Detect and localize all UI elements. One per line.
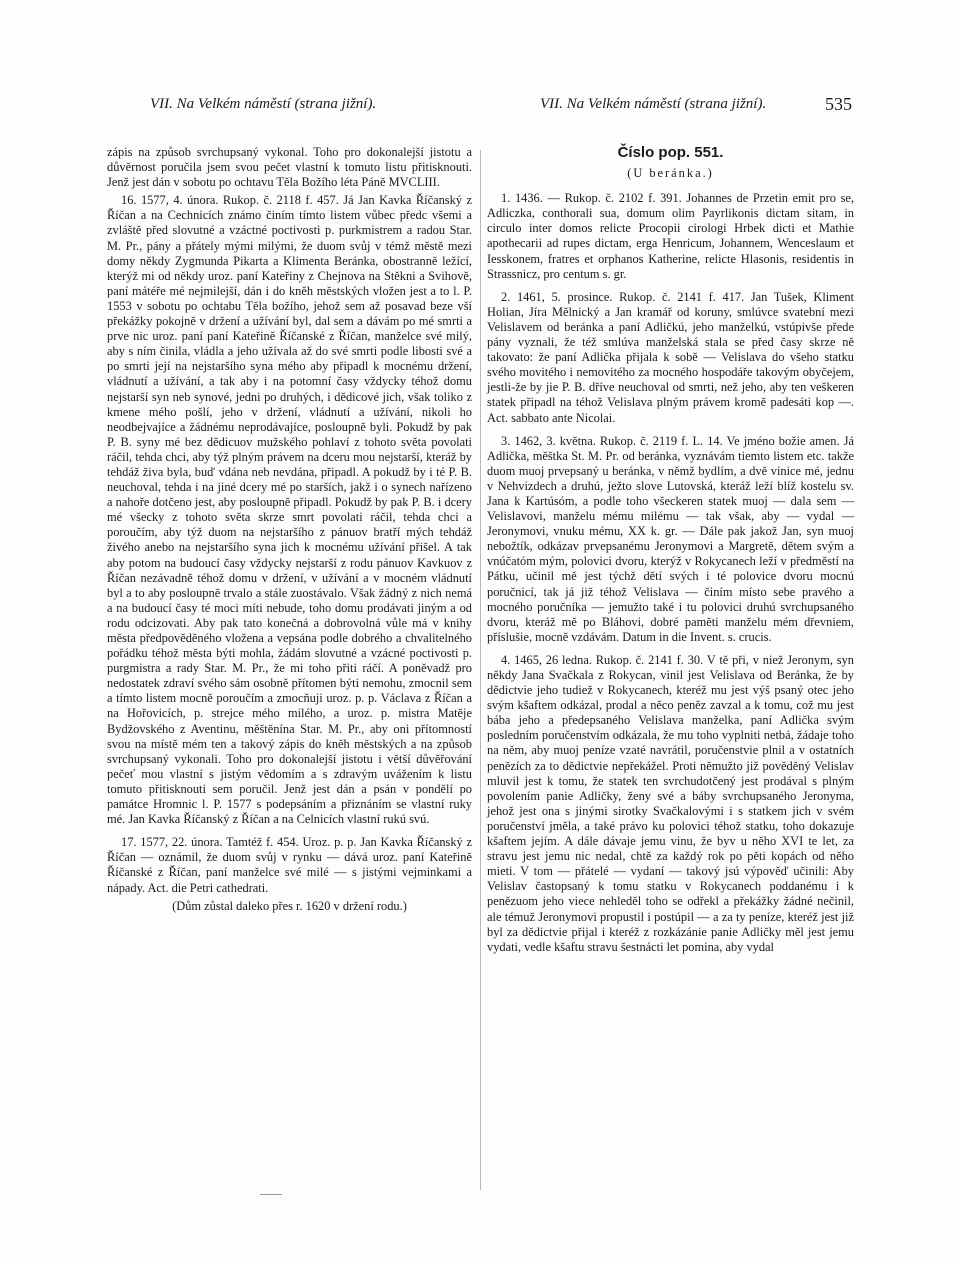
closing-note: (Dům zůstal daleko přes r. 1620 v držení rodu.) bbox=[172, 898, 407, 913]
section-subtitle: (U beránka.) bbox=[627, 166, 714, 181]
column-divider bbox=[480, 150, 481, 1190]
running-header-left: VII. Na Velkém náměstí (strana jižní). bbox=[150, 96, 377, 112]
entry-2: 2. 1461, 5. prosince. Rukop. č. 2141 f. 417. Jan Tušek, Kliment Holian, Jíra Mělnický a Jan kramář od koruny, smlúvce svatební mezi Velislavem od beránka a paní Adličkú, jeho manželkú, vstúpivše přede pány vyznali, že též smlúva manželská stala se před časy skrze ně takovato: že paní Adlička přijala k sobě — Velislava do všeho statku svého movitého i nemovitého za mocného hospodáře takovým obyčejem, jestli-že by jie P. B. dříve neuchoval od smrti, než jeho, aby ten veškeren statek připadl na téhož Velislava plným právem kromě padesáti kop —. Act. sabbato ante Nicolai. bbox=[487, 289, 854, 425]
entry-17: 17. 1577, 22. února. Tamtéž f. 454. Uroz. p. p. Jan Kavka Říčanský z Říčan — oznámil, že duom svůj v rynku — dává uroz. paní Kateřině Říčanské z Říčan, paní manželce své milé — s jistými vejminkami a nápady. Act. die Petri cathedrati. bbox=[107, 835, 472, 895]
entry-1: 1. 1436. — Rukop. č. 2102 f. 391. Johannes de Przetin emit pro se, Adliczka, conthorali sua, domum olim Payrlikonis dictam sitam, in circulo inter domos relicte Procopii cirologi Hrbek dicti et Mathie apothecarii ad rupes dictam, erga Henricum, Johannem, Wenceslaum et Iesskonem, fratres et orphanos Katherine, relicte Hlasonis, residentis in Strassnicz, pro centum s. gr. bbox=[487, 191, 854, 281]
entry-3: 3. 1462, 3. května. Rukop. č. 2119 f. L. 14. Ve jméno božie amen. Já Adlička, měštka St. M. Pr. od beránka, vyznávám tiemto listem etc. takže duom muoj prvepsaný u beránka, v němž bydlím, a dvě vinice mé, jednu v Nehvizdech a druhú, ježto slove Lutovská, kteráž leží blíž kostelu sv. Jana k Kartúsóm, a podle toho všeckeren statek muoj — dala sem — Velislavovi, manželu mému milému — tak však, aby — vydal — Jeronymovi, vnuku mému, XX k. gr. — Dále pak jakož Jan, syn muoj nebožtík, odkázav prvepsanému Jeronymovi a Margretě, dětem svým a vnúčatóm mým, polovici dvoru, kterýž v Rokycanech leží v předměstí na Pátku, učinil mě jest týchž dětí svých i té polovice dvoru mocnú poručnicí, tak já již téhož Velislava — činím místo sebe pravého a mocného poručníka — jemužto také i tu polovici druhú svrchupsaného dvoru, kteráž mě po Bláhovi, dobré paměti manželu mém dřevniem, příslušie, mocně vzdávám. Datum in die Invent. s. crucis. bbox=[487, 433, 854, 644]
end-rule bbox=[260, 1194, 282, 1195]
section-title: Číslo pop. 551. bbox=[617, 144, 724, 161]
continuation-paragraph: zápis na způsob svrchupsaný vykonal. Toho pro dokonalejší jistotu a důvěrnost poručila jsem svou pečet vlastní k tomuto listu přitisknouti. Jenž jest dán v sobotu po ochtavu Těla Božího léta Páně MVCLIII. bbox=[107, 145, 472, 190]
entry-4: 4. 1465, 26 ledna. Rukop. č. 2141 f. 30. V tě při, v niež Jeronym, syn někdy Jana Svačkala z Rokycan, vinil jest Velislava od Beránka, že by dědictvie jeho tudiež v Rokycanech, kteréž mu jest výš psaný otec jeho svým kšaftem odkázal, prodal a něco peněz zavzal a k tomu, což mu jest bába jeho a předepsaného Velislava manželka, paní Adlička svým posledním poručenstvím odkázala, že mu toho vyplniti netbá, žádaje toho na něm, aby muoj peníze vzaté navrátil, poručenstvie plnil a v ostatních penězích za to dědictvie nepřekážel. Proti němužto již pověděný Velislav mluvil jest k tomu, že statek ten svrchudotčený jest prodával s plným povolením panie Adličky, ženy své a báby svrchupsaného Jeronyma, jehož jest ona s jinými sirotky Svačkalovými i s statkem jich v svém poručenství jměla, a také právo ku polovici téhož statku, toho dokazuje kšaftem jejím. A dále dávaje jemu vinu, že byv u něho XVI te let, za stravu jest jemu nic nedal, chtě za každý rok po pěti kopách od něho mieti. V tom — přátelé — vydaní — takový jsú výpověď učinili: Aby Velislav častopsaný k tomu statku v Rokycanech poddanému i k penězuom jeho viece nehleděl toho se odřekl a překážky žádné nečinil, ale témuž Jeronymovi propustil i postúpil — a za ty peníze, kteréž jest již byl za dědictvie přijal i kteréž z rozkázánie panie Adličky měl jest jemu vydati, vedle kšaftu stravu šestnácti let pomina, aby vydal bbox=[487, 652, 854, 954]
entry-16: 16. 1577, 4. února. Rukop. č. 2118 f. 457. Já Jan Kavka Říčanský z Říčan a na Cechnicích známo činím tímto listem vůbec předc všemi a zvláště před slovutné a vzáctné poctivosti p. purkmistrem a radou Star. M. Pr., pány a přátely mými milými, že duom svůj v témž městě mezi domy někdy Zygmunda Pikarta a Klimenta Beránka, obostranně ležící, kterýž mi od někdy uroz. paní Kateřiny z Chejnova na Stěkni a Svihově, paní mátéře mé nejmilejší, dán i do kněh městských vložen jest a to l. P. 1553 v sobotu po ochtabu Těla božího, jehož sem až posavad beze vší překážky pokojně v držení a užívání byl, dal sem a dávám po mé smrti a prve nic uroz. paní paní Kateřině Říčanské z Říčan, manželce své milý, aby s ním činila, vládla a jeho užívala až do své smrti podle libosti své a po smrti její na nejstaršího syna mého aby připadl k mocnému držení, vládnutí a užívání, a tak aby i na potomní časy vždycky téhož domu nejstarší syn neb synové, jedni po druhých, i dědicové jich, však toliko z kmene mého pošlí, jeho v držení, vládnutí a užívání, nikoli ho neodbejvajíce a žádnému neprodávajíce, posloupně byli. Pokudž by pak P. B. syny mé bez dědicuov mužského pohlaví z tohoto světa povolati ráčil, tehda chci, aby týž plným právem na dceru mou nejstarší, kteráž by tehdáž živa byla, buď vdána neb nevdána, připadl. A pokudž by i té P. B. neuchoval, tehda i na jiné dcery mé po starších, jakž i o synech nařízeno a nahoře dotčeno jest, aby posloupně připadl. Pokudž by pak P. B. i dcery mé všecky z tohoto světa skrze smrt povolati ráčil, tehda chci a poroučím, aby týž duom na nejstaršího z pánuov bratří mých tehdáž živého anebo na nejstaršího syna jich k mocnému užívání přišel. A tak aby potom na budoucí časy vždycky nejstarší z rodu pánuov Kavkuov z Říčan nezávadně téhož domu v držení, v užívání a v mocném vládnutí byl a to aby posloupně trvalo a stále zuostávalo. Však žádný z nich nemá a na budoucí časy té moci míti nebude, toho domu prodávati jiným a od rodu odcizovati. Aby pak tato konečná a dobrovolná vůle má v knihy města předpověděného vložena a vepsána podle dobrého a chvalitelného pořádku téhož města býti mohla, žádám slovutné a vzácné poctivosti p. purgmistra a rady Star. M. Pr., že mi toho přiti ráčí. A poněvadž pro nedostatek zdraví svého sám osobně přítomen býti nemohu, zmocnil sem a tímto listem mocně poroučím a zmocňuji uroz. p. p. Václava z Říčan a na Hořovicích, p. strejce mého milého, a uroz. p. mistra Matěje Bydžovského z Aventinu, měštěnína Star. M. Pr., aby oni přítomností svou na místě mém ten a takový zápis do kněh městských a na způsob svrchupsaný vykonali. Toho pro dokonalejší jistotu i větší důvěřování pečeť mou vlastní s jistým vědomím a s zdravým uvážením k listu tomuto přitisknouti sem poručil. Jenž jest dán a psán v pondělí po památce Hromnic l. P. 1577 s podepsáním a přiznáním se vlastní ruky mé. Jan Kavka Říčanský z Říčan a na Celnicích vlastní rukú svú. bbox=[107, 193, 472, 827]
page-number: 535 bbox=[825, 94, 852, 114]
right-column bbox=[487, 145, 854, 958]
left-column bbox=[107, 145, 472, 917]
running-header-right: VII. Na Velkém náměstí (strana jižní). bbox=[540, 96, 767, 112]
